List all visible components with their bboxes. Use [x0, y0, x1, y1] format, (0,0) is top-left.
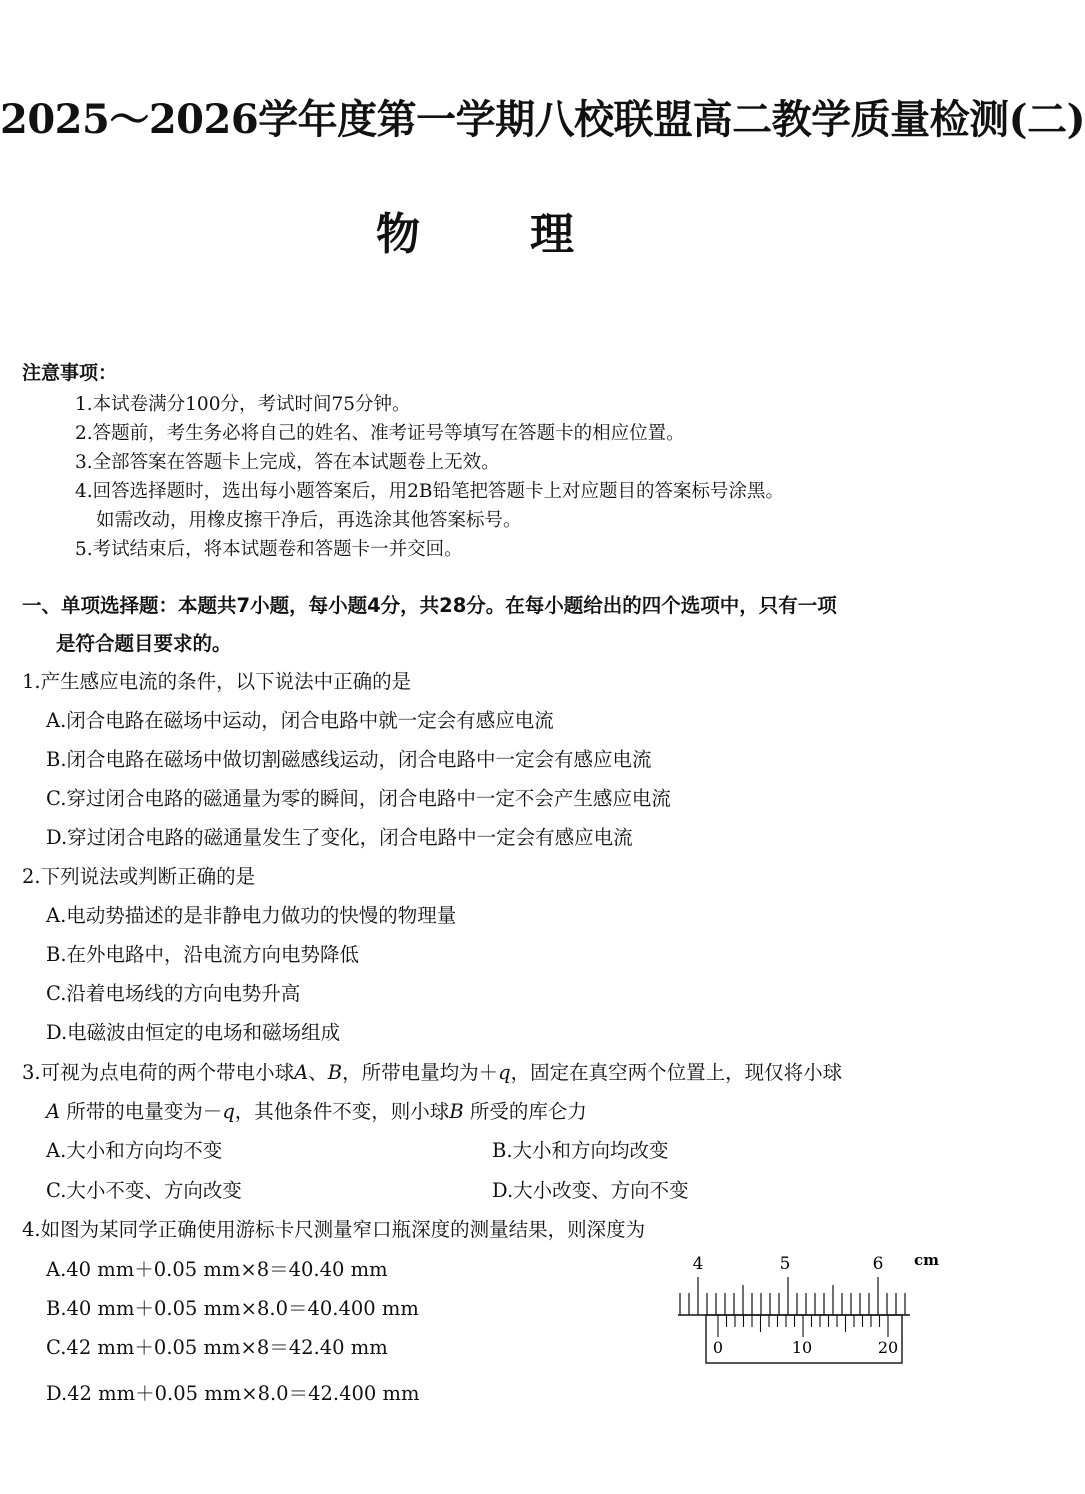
- main-label-6: 6: [872, 1254, 884, 1274]
- question-3-stem-line2: A 所带的电量变为－q，其他条件不变，则小球B 所受的库仑力: [46, 1100, 587, 1123]
- notice-item: 2.答题前，考生务必将自己的姓名、准考证号等填写在答题卡的相应位置。: [75, 423, 685, 444]
- section-heading: 一、单项选择题：本题共7小题，每小题4分，共28分。在每小题给出的四个选项中，只有一项: [22, 594, 837, 617]
- q1-option-a: A.闭合电路在磁场中运动，闭合电路中就一定会有感应电流: [46, 709, 554, 732]
- main-label-5: 5: [779, 1254, 791, 1274]
- q2-option-b: B.在外电路中，沿电流方向电势降低: [46, 943, 360, 966]
- q4-option-d: D.42 mm＋0.05 mm×8.0＝42.400 mm: [46, 1382, 420, 1405]
- question-1-stem: 1.产生感应电流的条件，以下说法中正确的是: [22, 670, 412, 693]
- vernier-label-0: 0: [712, 1338, 724, 1357]
- vernier-label-20: 20: [877, 1338, 899, 1357]
- q3-option-c: C.大小不变、方向改变: [46, 1179, 242, 1202]
- q3-option-a: A.大小和方向均不变: [46, 1139, 223, 1162]
- q1-option-b: B.闭合电路在磁场中做切割磁感线运动，闭合电路中一定会有感应电流: [46, 748, 652, 771]
- vernier-scale-ticks: [718, 1315, 888, 1337]
- question-2-stem: 2.下列说法或判断正确的是: [22, 865, 256, 888]
- subject-title: 物理: [376, 209, 684, 260]
- q4-option-a: A.40 mm＋0.05 mm×8＝40.40 mm: [46, 1258, 388, 1281]
- notice-heading: 注意事项：: [22, 362, 118, 384]
- notice-item: 1.本试卷满分100分，考试时间75分钟。: [75, 394, 411, 415]
- q2-option-c: C.沿着电场线的方向电势升高: [46, 982, 301, 1005]
- main-label-4: 4: [692, 1254, 704, 1274]
- main-scale-ticks: [680, 1277, 905, 1315]
- question-4-stem: 4.如图为某同学正确使用游标卡尺测量窄口瓶深度的测量结果，则深度为: [22, 1218, 646, 1241]
- q2-option-a: A.电动势描述的是非静电力做功的快慢的物理量: [46, 904, 457, 927]
- section-heading-cont: 是符合题目要求的。: [56, 632, 232, 655]
- notice-item: 5.考试结束后，将本试题卷和答题卡一并交回。: [75, 539, 463, 560]
- notice-item: 如需改动，用橡皮擦干净后，再选涂其他答案标号。: [96, 510, 522, 531]
- q3-option-d: D.大小改变、方向不变: [492, 1179, 689, 1202]
- q2-option-d: D.电磁波由恒定的电场和磁场组成: [46, 1021, 341, 1044]
- vernier-caliper-figure: [670, 1245, 940, 1370]
- q4-option-b: B.40 mm＋0.05 mm×8.0＝40.400 mm: [46, 1297, 419, 1320]
- q1-option-d: D.穿过闭合电路的磁通量发生了变化，闭合电路中一定会有感应电流: [46, 826, 633, 849]
- question-3-stem-line1: 3.可视为点电荷的两个带电小球A、B，所带电量均为＋q，固定在真空两个位置上，现仅将小球: [22, 1061, 843, 1084]
- notice-item: 3.全部答案在答题卡上完成，答在本试题卷上无效。: [75, 452, 500, 473]
- q3-option-b: B.大小和方向均改变: [492, 1139, 669, 1162]
- vernier-label-10: 10: [791, 1338, 813, 1357]
- notice-item: 4.回答选择题时，选出每小题答案后，用2B铅笔把答题卡上对应题目的答案标号涂黑。: [75, 481, 785, 502]
- q4-option-c: C.42 mm＋0.05 mm×8＝42.40 mm: [46, 1336, 388, 1359]
- exam-title: 2025～2026学年度第一学期八校联盟高二教学质量检测(二): [0, 96, 1085, 143]
- q1-option-c: C.穿过闭合电路的磁通量为零的瞬间，闭合电路中一定不会产生感应电流: [46, 787, 671, 810]
- unit-label: cm: [914, 1251, 940, 1269]
